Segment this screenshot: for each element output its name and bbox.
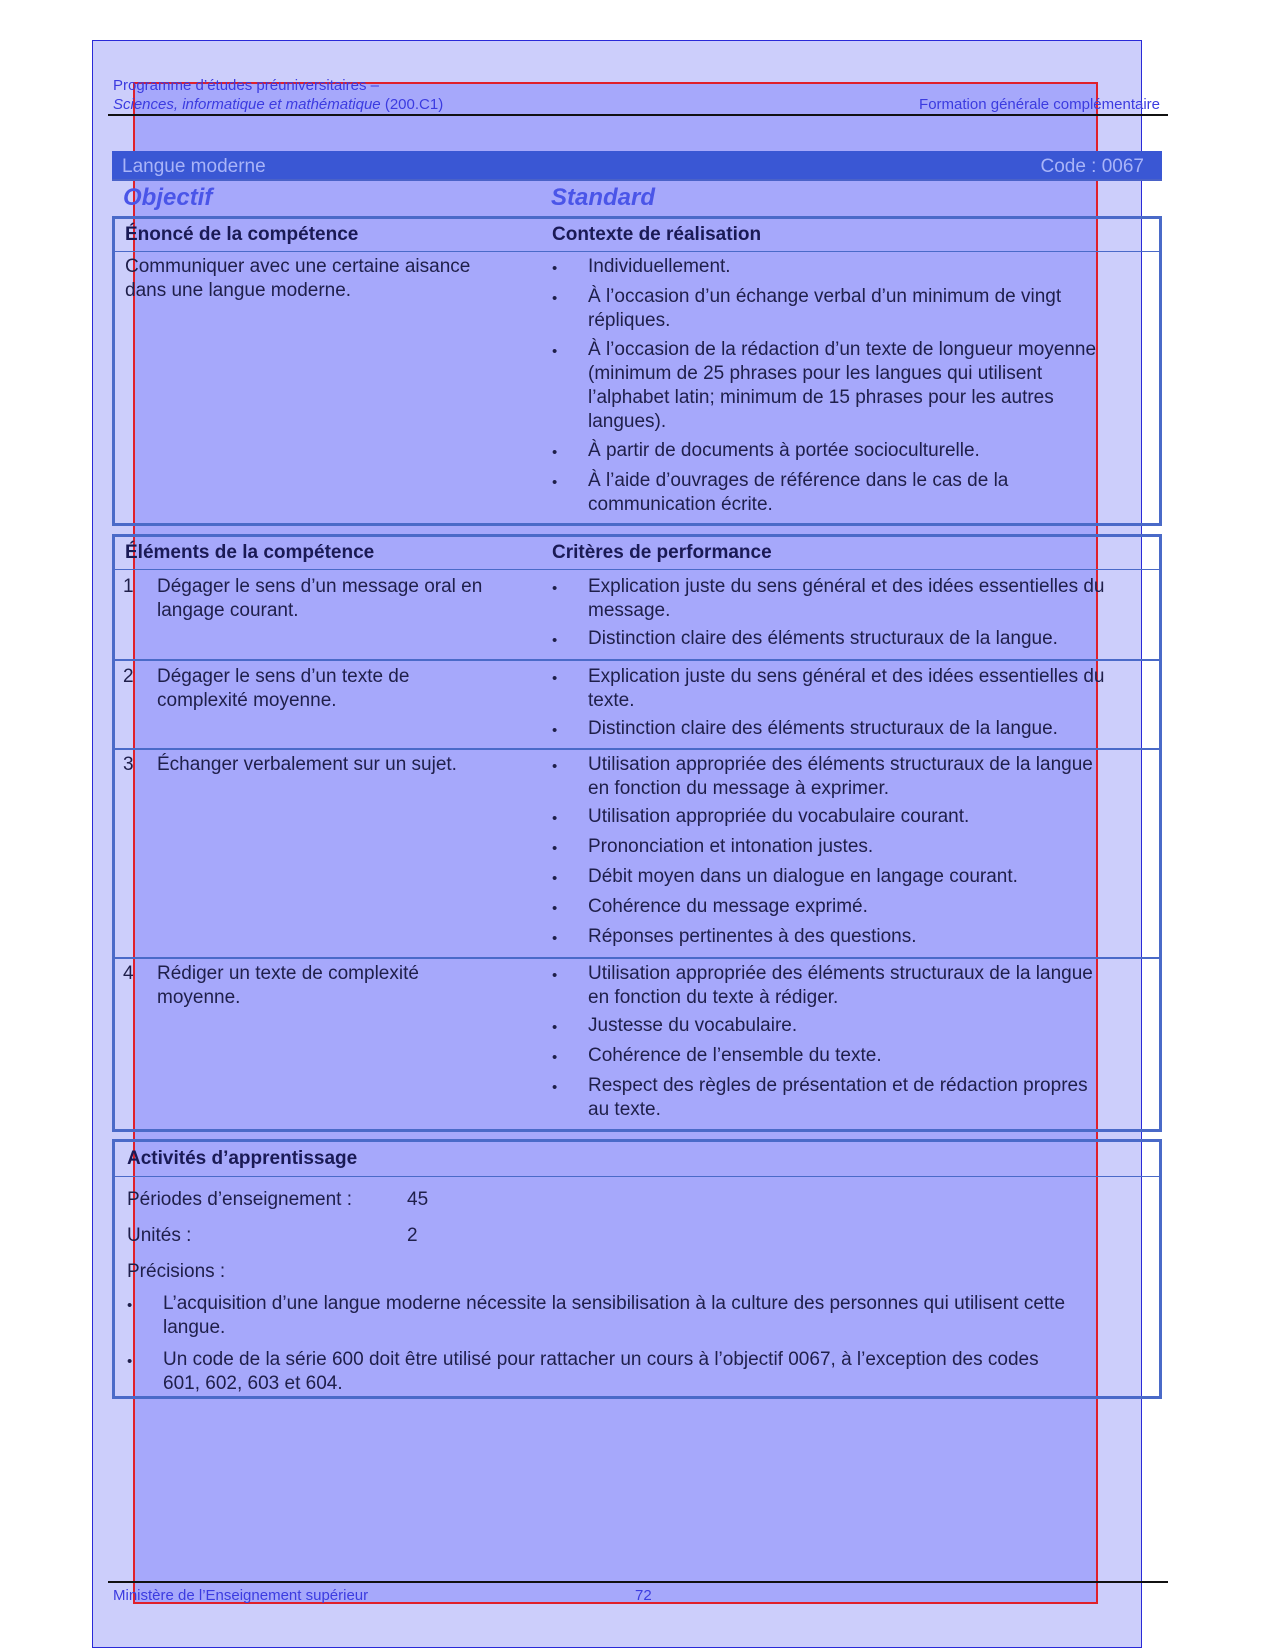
elements-left-head: Éléments de la compétence <box>125 542 375 563</box>
competence-box-head <box>115 219 1159 252</box>
elements-box-head <box>115 537 1159 570</box>
element-number: 2 <box>123 666 134 687</box>
bullet-icon: • <box>552 444 558 461</box>
precision-item: 601, 602, 603 et 604. <box>163 1373 343 1394</box>
header-rule <box>108 114 1168 116</box>
activites-box <box>112 1139 1162 1399</box>
unites-label: Unités : <box>127 1225 192 1246</box>
criterion-item: Cohérence du message exprimé. <box>588 896 868 917</box>
bullet-icon: • <box>552 810 558 827</box>
competence-statement-line: dans une langue moderne. <box>125 280 352 301</box>
bullet-icon: • <box>552 870 558 887</box>
bullet-icon: • <box>552 670 558 687</box>
criterion-item: Respect des règles de présentation et de rédaction propres <box>588 1075 1088 1096</box>
elements-right-head: Critères de performance <box>552 542 772 563</box>
header-program-title: Sciences, informatique et mathématique <box>113 96 381 113</box>
bullet-icon: • <box>552 758 558 775</box>
context-item: À l’aide d’ouvrages de référence dans le cas de la <box>588 470 1009 491</box>
competence-left-head: Énoncé de la compétence <box>125 224 359 245</box>
context-item: (minimum de 25 phrases pour les langues qui utilisent <box>588 363 1043 384</box>
criterion-item: Prononciation et intonation justes. <box>588 836 874 857</box>
criterion-item: Explication juste du sens général et des idées essentielles du <box>588 666 1105 687</box>
bullet-icon: • <box>552 967 558 984</box>
context-item: communication écrite. <box>588 494 773 515</box>
criterion-item: Distinction claire des éléments structuraux de la langue. <box>588 628 1058 649</box>
bullet-icon: • <box>552 1079 558 1096</box>
criterion-item: Explication juste du sens général et des idées essentielles du <box>588 576 1105 597</box>
competence-right-head: Contexte de réalisation <box>552 224 762 245</box>
element-text: Dégager le sens d’un texte de <box>157 666 410 687</box>
criterion-item: au texte. <box>588 1099 661 1120</box>
bullet-icon: • <box>552 580 558 597</box>
criterion-item: Réponses pertinentes à des questions. <box>588 926 917 947</box>
header-program-name <box>113 96 443 113</box>
bullet-icon: • <box>552 1019 558 1036</box>
criterion-item: en fonction du texte à rédiger. <box>588 987 839 1008</box>
competence-statement-line: Communiquer avec une certaine aisance <box>125 256 471 277</box>
context-item: l’alphabet latin; minimum de 15 phrases pour les autres <box>588 387 1054 408</box>
element-text: Dégager le sens d’un message oral en <box>157 576 483 597</box>
elements-box <box>112 534 1162 1132</box>
criterion-item: Distinction claire des éléments structuraux de la langue. <box>588 718 1058 739</box>
criterion-item: message. <box>588 600 671 621</box>
criterion-item: Cohérence de l’ensemble du texte. <box>588 1045 882 1066</box>
bullet-icon: • <box>552 260 558 277</box>
context-item: répliques. <box>588 310 671 331</box>
element-text: Rédiger un texte de complexité <box>157 963 419 984</box>
bullet-icon: • <box>552 840 558 857</box>
element-text: complexité moyenne. <box>157 690 337 711</box>
element-text: moyenne. <box>157 987 241 1008</box>
context-item: langues). <box>588 411 667 432</box>
element-text: Échanger verbalement sur un sujet. <box>157 754 457 775</box>
bullet-icon: • <box>552 343 558 360</box>
standard-heading: Standard <box>551 184 656 211</box>
context-item: Individuellement. <box>588 256 731 277</box>
element-number: 4 <box>123 963 134 984</box>
bullet-icon: • <box>552 930 558 947</box>
bullet-icon: • <box>127 1353 133 1370</box>
title-bar <box>112 151 1162 181</box>
precisions-label: Précisions : <box>127 1261 226 1282</box>
context-item: À partir de documents à portée socioculturelle. <box>588 440 980 461</box>
footer-ministry: Ministère de l’Enseignement supérieur <box>113 1587 369 1604</box>
unites-value: 2 <box>407 1225 418 1246</box>
criterion-item: en fonction du message à exprimer. <box>588 778 890 799</box>
row-divider <box>115 957 1159 959</box>
header-program: Programme d’études préuniversitaires – <box>113 77 379 94</box>
bullet-icon: • <box>127 1297 133 1314</box>
page-number: 72 <box>635 1587 652 1604</box>
criterion-item: Débit moyen dans un dialogue en langage courant. <box>588 866 1018 887</box>
precision-item: langue. <box>163 1317 226 1338</box>
element-number: 3 <box>123 754 134 775</box>
criterion-item: Utilisation appropriée du vocabulaire courant. <box>588 806 970 827</box>
precision-item: Un code de la série 600 doit être utilisé pour rattacher un cours à l’objectif 0067, à l’exception des codes <box>163 1349 1039 1370</box>
activites-box-head <box>115 1142 1159 1177</box>
title-code: Code : 0067 <box>1040 156 1144 177</box>
precision-item: L’acquisition d’une langue moderne nécessite la sensibilisation à la culture des personnes qui utilisent cette <box>163 1293 1066 1314</box>
element-text: langage courant. <box>157 600 299 621</box>
context-item: À l’occasion de la rédaction d’un texte de longueur moyenne <box>588 339 1097 360</box>
criterion-item: Justesse du vocabulaire. <box>588 1015 798 1036</box>
row-divider <box>115 659 1159 661</box>
bullet-icon: • <box>552 474 558 491</box>
bullet-icon: • <box>552 1049 558 1066</box>
footer-rule <box>108 1581 1168 1583</box>
periodes-label: Périodes d’enseignement : <box>127 1189 352 1210</box>
row-divider <box>115 748 1159 750</box>
bullet-icon: • <box>552 722 558 739</box>
competence-box <box>112 216 1162 526</box>
element-number: 1 <box>123 576 134 597</box>
bullet-icon: • <box>552 632 558 649</box>
periodes-value: 45 <box>407 1189 429 1210</box>
context-item: À l’occasion d’un échange verbal d’un minimum de vingt <box>588 286 1062 307</box>
title-left: Langue moderne <box>122 156 266 177</box>
activites-head: Activités d’apprentissage <box>127 1148 358 1169</box>
header-right: Formation générale complémentaire <box>919 96 1160 113</box>
bullet-icon: • <box>552 290 558 307</box>
bullet-icon: • <box>552 900 558 917</box>
criterion-item: texte. <box>588 690 635 711</box>
criterion-item: Utilisation appropriée des éléments structuraux de la langue <box>588 963 1093 984</box>
criterion-item: Utilisation appropriée des éléments structuraux de la langue <box>588 754 1093 775</box>
objectif-heading: Objectif <box>123 184 213 211</box>
header-program-code: (200.C1) <box>380 96 444 113</box>
